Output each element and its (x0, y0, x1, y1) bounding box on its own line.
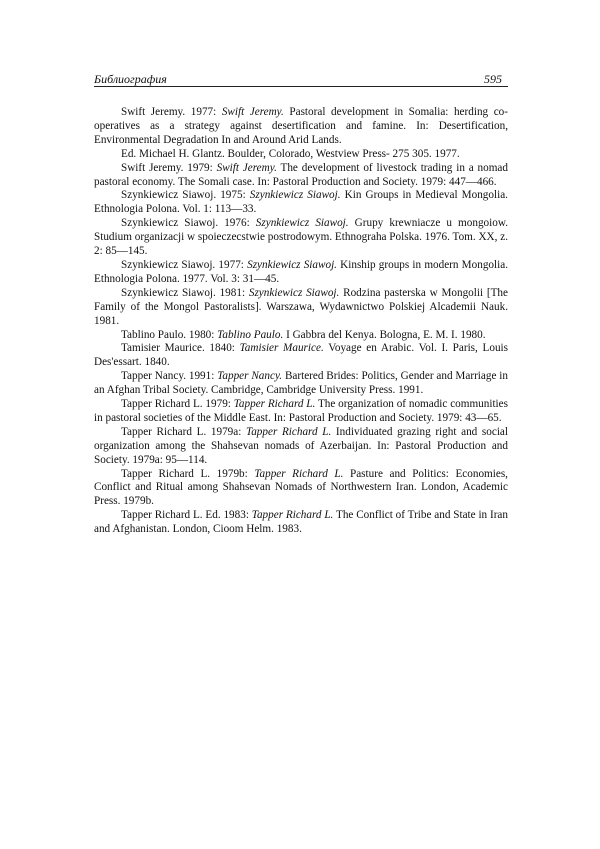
entry-text: Bartered Brides: Politics, Gender and Marriage in an Afghan Tribal Society. Cambridge, Cambridge University Press. 1991. (94, 370, 508, 397)
entry-italic-author: Szynkiewicz Siawoj. (248, 286, 340, 299)
entry-author: Tapper Richard L. Ed. 1983: (121, 509, 252, 522)
entry-author: Szynkiewicz Siawoj. 1976: (121, 217, 256, 230)
entry-text: The Conflict of Tribe and State in Iran and Afghanistan. London, Cioom Helm. 1983. (94, 509, 508, 536)
bibliography-entry (94, 468, 508, 510)
entry-italic-author: Tamisier Maurice. (239, 342, 324, 355)
bibliography-entry (94, 148, 508, 162)
entry-italic-author: Tapper Richard L. (246, 425, 332, 438)
entry-author: Tapper Richard L. 1979a: (121, 425, 247, 438)
entry-author: Tamisier Maurice. 1840: (121, 342, 240, 355)
entry-author: Tapper Nancy. 1991: (121, 370, 218, 383)
bibliography-list (94, 106, 508, 537)
entry-text: The development of livestock trading in a nomad pastoral economy. The Somali case. In: Pastoral Production and Society. 1979: 447—466. (94, 161, 508, 188)
page (94, 70, 508, 537)
entry-text: Grupy krewniacze u mongoiow. Studium organizacji w spoieczecstwie postrodowym. Ethnograha Polska. 1976. Tom. XX, z. 2: 85—145. (94, 217, 508, 258)
bibliography-entry (94, 287, 508, 329)
bibliography-entry (94, 259, 508, 287)
entry-text: Kin Groups in Medieval Mongolia. Ethnologia Polona. Vol. 1: 113—33. (94, 189, 508, 216)
entry-italic-author: Tapper Richard L. (254, 467, 344, 480)
bibliography-entry (94, 426, 508, 468)
bibliography-entry (94, 106, 508, 148)
running-header (94, 70, 508, 87)
bibliography-entry (94, 189, 508, 217)
entry-author: Tablino Paulo. 1980: (121, 328, 218, 341)
entry-author: Tapper Richard L. 1979b: (121, 467, 255, 480)
bibliography-entry (94, 398, 508, 426)
entry-text: I Gabbra del Kenya. Bologna, E. M. I. 1980. (283, 328, 486, 341)
entry-italic-author: Swift Jeremy. (216, 161, 277, 174)
entry-italic-author: Tapper Richard L. (251, 509, 334, 522)
entry-text: Individuated grazing right and social organization among the Shahsevan nomads of Azerbaijan. In: Pastoral Production and Society. 1979a: 95—114. (94, 425, 509, 466)
entry-author: Szynkiewicz Siawoj. 1977: (121, 258, 248, 271)
entry-italic-author: Swift Jeremy. (221, 106, 284, 118)
entry-author: Swift Jeremy. 1979: (121, 161, 217, 174)
running-header-title: Библиография (94, 72, 167, 86)
entry-italic-author: Szynkiewicz Siawoj. (247, 258, 337, 271)
entry-author: Szynkiewicz Siawoj. 1981: (121, 286, 249, 299)
entry-italic-author: Tapper Nancy. (217, 370, 283, 383)
entry-text: Kinship groups in modern Mongolia. Ethnologia Polona. 1977. Vol. 3: 31—45. (94, 258, 508, 285)
bibliography-entry (94, 370, 508, 398)
entry-italic-author: Szynkiewicz Siawoj. (255, 217, 349, 230)
bibliography-entry (94, 217, 508, 259)
entry-author: Szynkiewicz Siawoj. 1975: (121, 189, 250, 202)
entry-author: Tapper Richard L. 1979: (121, 398, 234, 411)
entry-text: Pasture and Politics: Economies, Conflict and Ritual among Shahsevan Nomads of Northwestern Iran. London, Academic Press. 1979b. (94, 467, 508, 508)
bibliography-entry (94, 509, 508, 537)
bibliography-entry (94, 162, 508, 190)
entry-author: Ed. Michael H. Glantz. Boulder, Colorado, Westview Press- 275 305. 1977. (121, 147, 460, 160)
bibliography-entry (94, 329, 508, 343)
entry-text: Pastoral development in Somalia: herding co-operatives as a strategy against desertification and famine. In: Desertification, Environmental Degradation In and Around Arid Lands. (94, 106, 508, 146)
page-number: 595 (484, 72, 502, 86)
entry-text: Rodzina pasterska w Mongolii [The Family of the Mongol Pastoralists]. Warszawa, Wydawnictwo Polskiej Alcademii Nauk. 1981. (94, 286, 508, 327)
entry-text: Voyage en Arabic. Vol. I. Paris, Louis Des'essart. 1840. (94, 342, 508, 369)
entry-italic-author: Szynkiewicz Siawoj. (249, 189, 341, 202)
entry-italic-author: Tapper Richard L. (233, 398, 316, 411)
entry-author: Swift Jeremy. 1977: (121, 106, 222, 118)
entry-text: The organization of nomadic communities in pastoral societies of the Middle East. In: Pastoral Production and Society. 1979: 43—65. (94, 398, 508, 424)
bibliography-entry (94, 342, 508, 370)
entry-italic-author: Tablino Paulo. (217, 328, 284, 341)
